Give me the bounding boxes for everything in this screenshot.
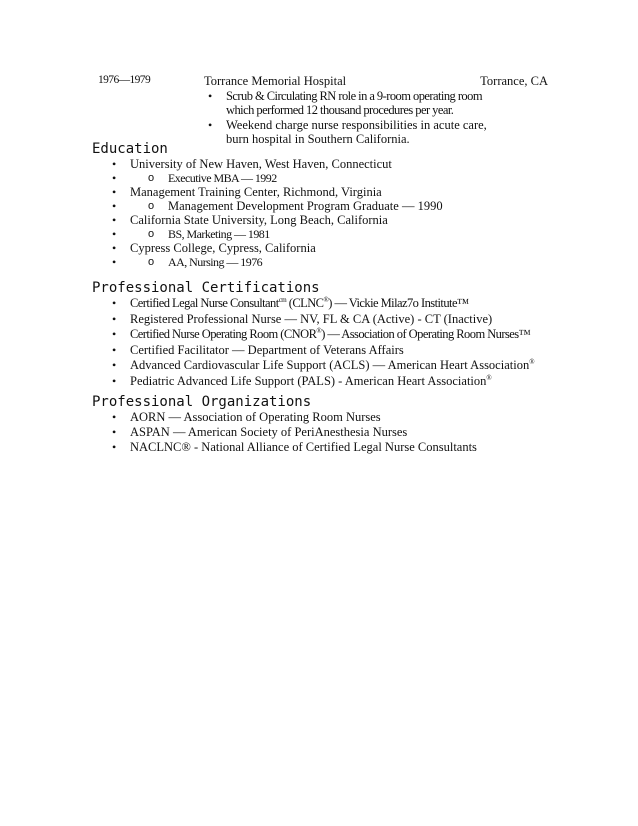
experience-years: 1976—1979 — [98, 74, 151, 86]
education-school: • University of New Haven, West Haven, Connecticut — [130, 157, 610, 171]
education-detail: • o Management Development Program Graduate — 1990 — [130, 199, 610, 213]
certification-item: • Advanced Cardiovascular Life Support (ACLS) — American Heart Association® — [130, 358, 610, 373]
sub-bullet-icon: • o — [148, 172, 155, 184]
duty-item: • Weekend charge nurse responsibilities in acute care, burn hospital in Southern California. — [226, 118, 506, 146]
education-school: • California State University, Long Beach, California — [130, 213, 610, 227]
certification-item: • Certified Nurse Operating Room (CNOR®) — Association of Operating Room Nurses™ — [130, 327, 610, 342]
education-heading: Education — [92, 141, 168, 157]
experience-duties — [226, 89, 506, 147]
certifications-heading: Professional Certifications — [92, 280, 320, 296]
certification-item: • Registered Professional Nurse — NV, FL & CA (Active) - CT (Inactive) — [130, 312, 610, 327]
organization-item: • NACLNC® - National Alliance of Certified Legal Nurse Consultants — [130, 440, 610, 454]
organizations-list — [130, 410, 610, 455]
experience-location: Torrance, CA — [480, 74, 548, 88]
education-list — [130, 157, 610, 269]
education-detail: • o AA, Nursing — 1976 — [130, 255, 610, 269]
organization-item: • ASPAN — American Society of PeriAnesthesia Nurses — [130, 425, 610, 439]
organizations-heading: Professional Organizations — [92, 394, 312, 410]
experience-entry — [98, 74, 548, 90]
certification-item: • Pediatric Advanced Life Support (PALS) - American Heart Association® — [130, 374, 610, 389]
education-school: • Cypress College, Cypress, California — [130, 241, 610, 255]
education-detail: • o Executive MBA — 1992 — [130, 171, 610, 185]
certifications-list — [130, 296, 610, 389]
certification-item: • Certified Facilitator — Department of Veterans Affairs — [130, 343, 610, 358]
organization-item: • AORN — Association of Operating Room Nurses — [130, 410, 610, 424]
sub-bullet-icon: • o — [148, 228, 155, 240]
certification-item: • Certified Legal Nurse Consultant$^{cm}$ (CLNC®) — Vickie Milaz7o Institute™ — [130, 296, 610, 311]
sub-bullet-icon: • o — [148, 200, 155, 212]
duty-item: • Scrub & Circulating RN role in a 9-room operating room which performed 12 thousand procedures per year. — [226, 89, 506, 117]
education-detail: • o BS, Marketing — 1981 — [130, 227, 610, 241]
experience-organization: Torrance Memorial Hospital — [204, 74, 347, 88]
education-school: • Management Training Center, Richmond, Virginia — [130, 185, 610, 199]
sub-bullet-icon: • o — [148, 256, 155, 268]
